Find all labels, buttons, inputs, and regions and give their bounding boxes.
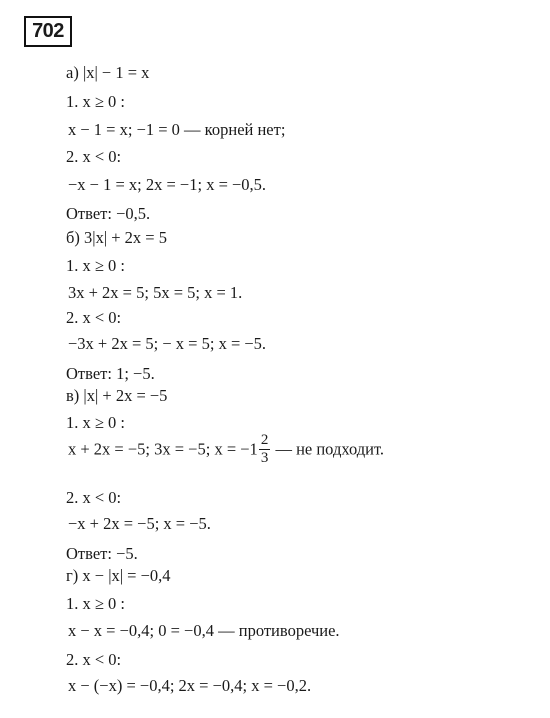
part-a-heading: а) |x| − 1 = x: [66, 63, 150, 82]
fraction-denominator: 3: [260, 450, 269, 466]
part-a-case-2-solution: −x − 1 = x; 2x = −1; x = −0,5.: [68, 175, 267, 194]
part-c-case-1-verdict: — не подходит.: [271, 439, 385, 459]
part-b-case-1-solution: 3x + 2x = 5; 5x = 5; x = 1.: [68, 283, 243, 302]
part-d-case-2-solution: x − (−x) = −0,4; 2x = −0,4; x = −0,2.: [68, 676, 312, 695]
part-a-case-2: 2. x < 0:: [66, 147, 122, 166]
part-c-case-1-solution: [68, 432, 384, 467]
part-a-case-1: 1. x ≥ 0 :: [66, 92, 126, 111]
part-c-case-2-solution: −x + 2x = −5; x = −5.: [68, 514, 211, 533]
fraction-numerator: 2: [260, 432, 269, 448]
part-c-case-2: 2. x < 0:: [66, 488, 122, 507]
part-c-heading: в) |x| + 2x = −5: [66, 386, 168, 405]
part-b-answer: Ответ: 1; −5.: [66, 364, 155, 383]
part-b-case-1: 1. x ≥ 0 :: [66, 256, 126, 275]
part-c-answer: Ответ: −5.: [66, 544, 138, 563]
problem-number-badge: 702: [24, 16, 72, 47]
part-b-heading: б) 3|x| + 2x = 5: [66, 228, 167, 247]
part-c-case-1-equation: x + 2x = −5; 3x = −5; x = −1: [68, 439, 258, 459]
part-b-case-2: 2. x < 0:: [66, 308, 122, 327]
part-a-answer: Ответ: −0,5.: [66, 204, 151, 223]
part-d-heading: г) x − |x| = −0,4: [66, 566, 171, 585]
part-c-case-1: 1. x ≥ 0 :: [66, 413, 126, 432]
mixed-fraction: [259, 432, 271, 467]
part-d-case-1: 1. x ≥ 0 :: [66, 594, 126, 613]
part-b-case-2-solution: −3x + 2x = 5; − x = 5; x = −5.: [68, 334, 267, 353]
part-d-case-2: 2. x < 0:: [66, 650, 122, 669]
part-a-case-1-solution: x − 1 = x; −1 = 0 — корней нет;: [68, 120, 286, 139]
part-d-case-1-solution: x − x = −0,4; 0 = −0,4 — противоречие.: [68, 621, 340, 640]
